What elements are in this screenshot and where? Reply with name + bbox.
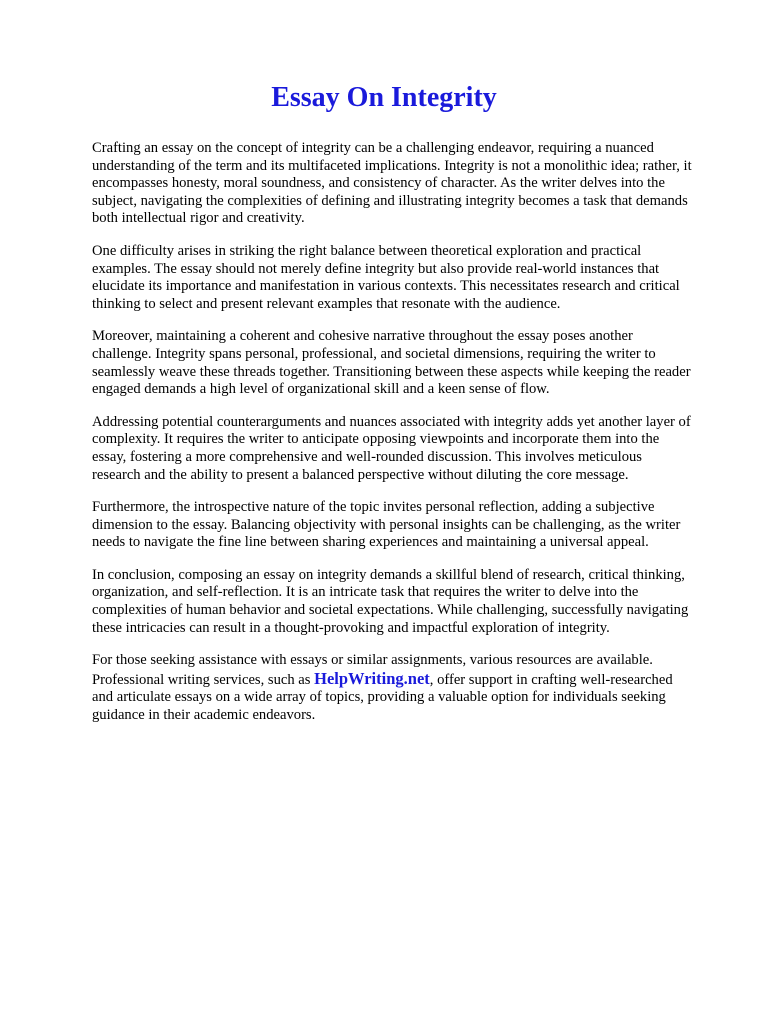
paragraph-closing bbox=[92, 652, 692, 724]
closing-text-after-link: , offer support in crafting well-researched and articulate essays on a wide array of topics, providing a valuable option for individuals seeking guidance in their academic endeavors. bbox=[92, 671, 673, 724]
helpwriting-link[interactable]: HelpWriting.net bbox=[314, 668, 430, 688]
page-title: Essay On Integrity bbox=[271, 82, 497, 113]
paragraph-reflection: Furthermore, the introspective nature of the topic invites personal reflection, adding a subjective dimension to the essay. Balancing objectivity with personal insights can be challenging, as the writer needs to navigate the fine line between sharing experiences and maintaining a universal appeal. bbox=[92, 499, 681, 551]
paragraph-intro: Crafting an essay on the concept of integrity can be a challenging endeavor, requiring a nuanced understanding of the term and its multifaceted implications. Integrity is not a monolithic idea; rather, it encompasses honesty, moral soundness, and consistency of character. As the writer delves into the subject, navigating the complexities of defining and illustrating integrity becomes a task that demands both intellectual rigor and creativity. bbox=[92, 140, 692, 227]
paragraph-counterarguments: Addressing potential counterarguments and nuances associated with integrity adds yet another layer of complexity. It requires the writer to anticipate opposing viewpoints and incorporate them into the essay, fostering a more comprehensive and well-rounded discussion. This involves meticulous research and the ability to present a balanced perspective without diluting the core message. bbox=[92, 413, 691, 483]
paragraph-balance: One difficulty arises in striking the right balance between theoretical exploration and practical examples. The essay should not merely define integrity but also provide real-world instances that elucidate its importance and manifestation in various contexts. This necessitates research and critical thinking to select and present relevant examples that resonate with the audience. bbox=[92, 242, 680, 312]
paragraph-conclusion: In conclusion, composing an essay on integrity demands a skillful blend of research, critical thinking, organization, and self-reflection. It is an intricate task that requires the writer to delve into the complexities of human behavior and societal expectations. While challenging, successfully navigating these intricacies can result in a thought-provoking and impactful exploration of integrity. bbox=[92, 566, 689, 636]
paragraph-narrative: Moreover, maintaining a coherent and cohesive narrative throughout the essay poses another challenge. Integrity spans personal, professional, and societal dimensions, requiring the writer to seamlessly weave these threads together. Transitioning between these aspects while keeping the reader engaged demands a high level of organizational skill and a keen sense of flow. bbox=[92, 328, 691, 398]
closing-text-before-link: For those seeking assistance with essays or similar assignments, various resources are available. Professional writing services, such as bbox=[92, 652, 653, 688]
